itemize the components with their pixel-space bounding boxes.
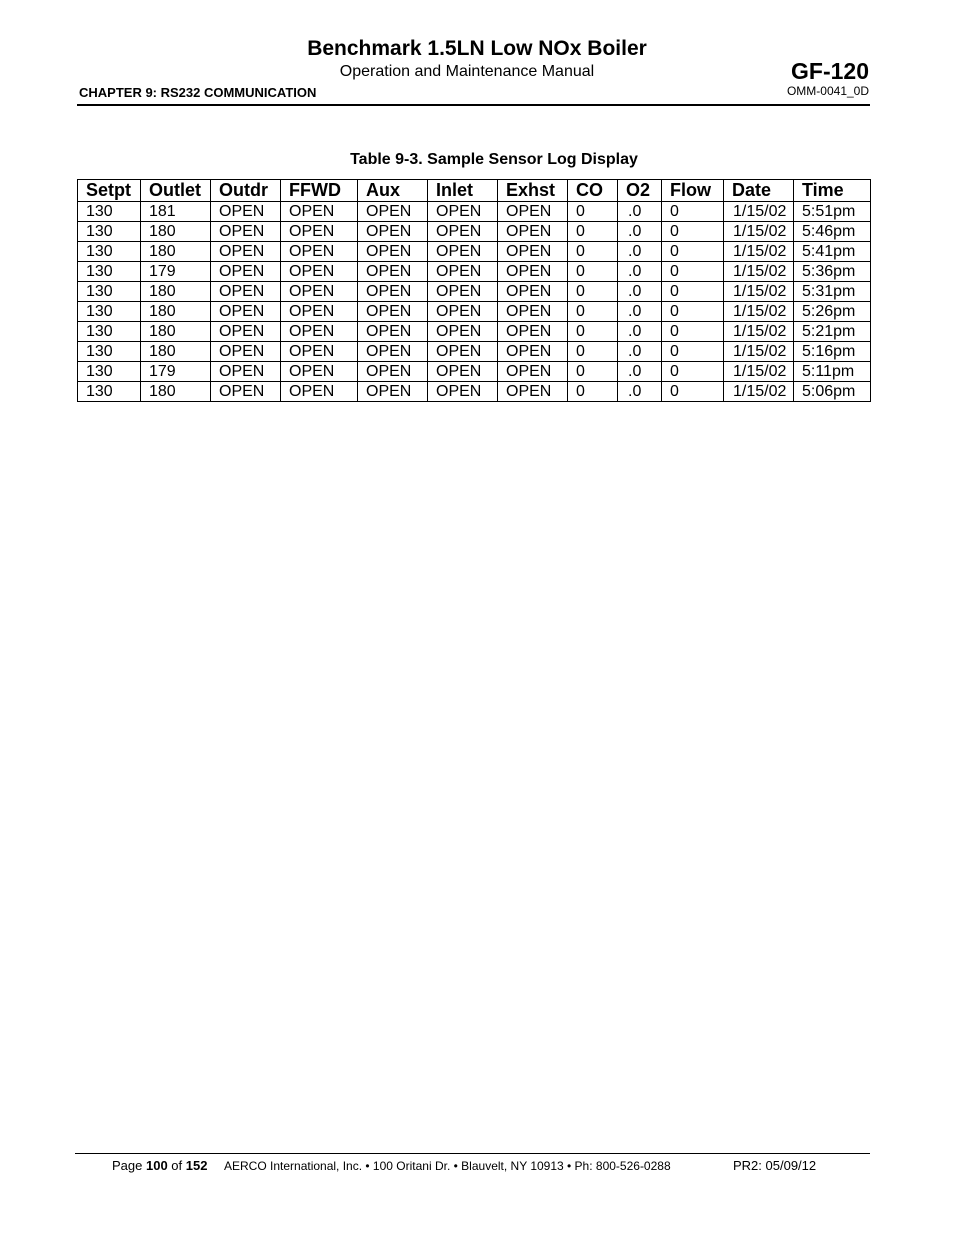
cell-outdr: OPEN	[211, 342, 281, 362]
cell-aux: OPEN	[358, 322, 428, 342]
column-header-date: Date	[724, 180, 794, 202]
cell-outdr: OPEN	[211, 222, 281, 242]
table-row	[78, 342, 871, 362]
cell-inlet: OPEN	[428, 342, 498, 362]
cell-ffwd: OPEN	[281, 282, 358, 302]
cell-ffwd: OPEN	[281, 302, 358, 322]
cell-inlet: OPEN	[428, 302, 498, 322]
cell-date: 1/15/02	[724, 342, 794, 362]
cell-inlet: OPEN	[428, 362, 498, 382]
cell-date: 1/15/02	[724, 382, 794, 402]
table-row	[78, 202, 871, 222]
cell-flow: 0	[662, 322, 724, 342]
cell-outlet: 179	[141, 262, 211, 282]
column-header-exhst: Exhst	[498, 180, 568, 202]
cell-exhst: OPEN	[498, 262, 568, 282]
table-row	[78, 322, 871, 342]
cell-outdr: OPEN	[211, 322, 281, 342]
cell-time: 5:36pm	[794, 262, 871, 282]
column-header-ffwd: FFWD	[281, 180, 358, 202]
table-header-row	[78, 180, 871, 202]
cell-date: 1/15/02	[724, 362, 794, 382]
cell-outlet: 179	[141, 362, 211, 382]
cell-date: 1/15/02	[724, 202, 794, 222]
cell-outdr: OPEN	[211, 382, 281, 402]
document-number: OMM-0041_0D	[786, 84, 869, 98]
cell-ffwd: OPEN	[281, 362, 358, 382]
cell-outlet: 181	[141, 202, 211, 222]
cell-outlet: 180	[141, 242, 211, 262]
cell-o2: .0	[618, 202, 662, 222]
cell-o2: .0	[618, 382, 662, 402]
cell-flow: 0	[662, 302, 724, 322]
cell-flow: 0	[662, 242, 724, 262]
table-row	[78, 242, 871, 262]
cell-exhst: OPEN	[498, 322, 568, 342]
cell-inlet: OPEN	[428, 222, 498, 242]
cell-aux: OPEN	[358, 382, 428, 402]
column-header-time: Time	[794, 180, 871, 202]
cell-ffwd: OPEN	[281, 242, 358, 262]
cell-aux: OPEN	[358, 202, 428, 222]
cell-time: 5:26pm	[794, 302, 871, 322]
cell-co: 0	[568, 382, 618, 402]
cell-co: 0	[568, 242, 618, 262]
table-caption: Table 9-3. Sample Sensor Log Display	[350, 151, 638, 168]
cell-co: 0	[568, 362, 618, 382]
cell-outdr: OPEN	[211, 282, 281, 302]
cell-aux: OPEN	[358, 222, 428, 242]
cell-time: 5:51pm	[794, 202, 871, 222]
cell-co: 0	[568, 302, 618, 322]
cell-time: 5:41pm	[794, 242, 871, 262]
cell-o2: .0	[618, 302, 662, 322]
cell-exhst: OPEN	[498, 342, 568, 362]
cell-o2: .0	[618, 262, 662, 282]
cell-exhst: OPEN	[498, 282, 568, 302]
cell-o2: .0	[618, 282, 662, 302]
cell-aux: OPEN	[358, 342, 428, 362]
cell-setpt: 130	[78, 362, 141, 382]
header-divider	[77, 104, 870, 106]
page-prefix: Page	[112, 1158, 146, 1173]
cell-setpt: 130	[78, 342, 141, 362]
cell-ffwd: OPEN	[281, 342, 358, 362]
cell-co: 0	[568, 322, 618, 342]
cell-exhst: OPEN	[498, 382, 568, 402]
cell-outlet: 180	[141, 302, 211, 322]
cell-exhst: OPEN	[498, 242, 568, 262]
page-total: 152	[185, 1158, 208, 1173]
column-header-setpt: Setpt	[78, 180, 141, 202]
cell-co: 0	[568, 222, 618, 242]
column-header-inlet: Inlet	[428, 180, 498, 202]
cell-flow: 0	[662, 342, 724, 362]
table-row	[78, 282, 871, 302]
company-address: AERCO International, Inc. • 100 Oritani Dr. • Blauvelt, NY 10913 • Ph: 800-526-0288	[224, 1159, 671, 1173]
column-header-outdr: Outdr	[211, 180, 281, 202]
cell-setpt: 130	[78, 262, 141, 282]
cell-ffwd: OPEN	[281, 262, 358, 282]
cell-outlet: 180	[141, 342, 211, 362]
cell-time: 5:21pm	[794, 322, 871, 342]
cell-time: 5:31pm	[794, 282, 871, 302]
cell-exhst: OPEN	[498, 202, 568, 222]
cell-outlet: 180	[141, 222, 211, 242]
cell-time: 5:46pm	[794, 222, 871, 242]
document-title: Benchmark 1.5LN Low NOx Boiler	[307, 37, 647, 60]
footer-divider	[75, 1153, 870, 1154]
cell-setpt: 130	[78, 242, 141, 262]
cell-date: 1/15/02	[724, 222, 794, 242]
cell-o2: .0	[618, 222, 662, 242]
cell-co: 0	[568, 202, 618, 222]
cell-outdr: OPEN	[211, 262, 281, 282]
cell-time: 5:11pm	[794, 362, 871, 382]
cell-flow: 0	[662, 362, 724, 382]
cell-date: 1/15/02	[724, 262, 794, 282]
cell-setpt: 130	[78, 382, 141, 402]
cell-flow: 0	[662, 262, 724, 282]
column-header-outlet: Outlet	[141, 180, 211, 202]
cell-aux: OPEN	[358, 302, 428, 322]
cell-aux: OPEN	[358, 262, 428, 282]
cell-inlet: OPEN	[428, 202, 498, 222]
column-header-co: CO	[568, 180, 618, 202]
cell-outdr: OPEN	[211, 242, 281, 262]
cell-flow: 0	[662, 222, 724, 242]
cell-outdr: OPEN	[211, 302, 281, 322]
cell-flow: 0	[662, 382, 724, 402]
cell-aux: OPEN	[358, 282, 428, 302]
revision-date: PR2: 05/09/12	[733, 1158, 817, 1173]
table-row	[78, 222, 871, 242]
document-subtitle: Operation and Maintenance Manual	[339, 63, 595, 80]
column-header-o2: O2	[618, 180, 662, 202]
page-current: 100	[145, 1158, 168, 1173]
cell-outlet: 180	[141, 382, 211, 402]
cell-outdr: OPEN	[211, 362, 281, 382]
cell-date: 1/15/02	[724, 282, 794, 302]
document-code: GF-120	[791, 58, 869, 84]
cell-inlet: OPEN	[428, 242, 498, 262]
sensor-log-table	[77, 179, 871, 402]
cell-time: 5:16pm	[794, 342, 871, 362]
cell-inlet: OPEN	[428, 322, 498, 342]
chapter-heading: CHAPTER 9: RS232 COMMUNICATION	[79, 85, 317, 100]
table-row	[78, 302, 871, 322]
cell-setpt: 130	[78, 302, 141, 322]
cell-aux: OPEN	[358, 242, 428, 262]
cell-o2: .0	[618, 362, 662, 382]
cell-exhst: OPEN	[498, 362, 568, 382]
cell-outlet: 180	[141, 322, 211, 342]
cell-o2: .0	[618, 242, 662, 262]
table-row	[78, 362, 871, 382]
table-row	[78, 382, 871, 402]
column-header-aux: Aux	[358, 180, 428, 202]
page-number	[112, 1158, 207, 1174]
cell-exhst: OPEN	[498, 302, 568, 322]
cell-date: 1/15/02	[724, 242, 794, 262]
cell-date: 1/15/02	[724, 322, 794, 342]
cell-flow: 0	[662, 282, 724, 302]
cell-aux: OPEN	[358, 362, 428, 382]
cell-date: 1/15/02	[724, 302, 794, 322]
column-header-flow: Flow	[662, 180, 724, 202]
page-of: of	[167, 1158, 186, 1173]
table-row	[78, 262, 871, 282]
cell-co: 0	[568, 262, 618, 282]
cell-setpt: 130	[78, 202, 141, 222]
cell-ffwd: OPEN	[281, 322, 358, 342]
cell-co: 0	[568, 342, 618, 362]
cell-outdr: OPEN	[211, 202, 281, 222]
cell-exhst: OPEN	[498, 222, 568, 242]
cell-time: 5:06pm	[794, 382, 871, 402]
cell-ffwd: OPEN	[281, 222, 358, 242]
cell-flow: 0	[662, 202, 724, 222]
cell-inlet: OPEN	[428, 282, 498, 302]
cell-ffwd: OPEN	[281, 202, 358, 222]
cell-o2: .0	[618, 322, 662, 342]
cell-setpt: 130	[78, 322, 141, 342]
cell-setpt: 130	[78, 282, 141, 302]
cell-co: 0	[568, 282, 618, 302]
cell-ffwd: OPEN	[281, 382, 358, 402]
cell-o2: .0	[618, 342, 662, 362]
cell-setpt: 130	[78, 222, 141, 242]
cell-inlet: OPEN	[428, 262, 498, 282]
cell-outlet: 180	[141, 282, 211, 302]
table-body	[78, 202, 871, 402]
cell-inlet: OPEN	[428, 382, 498, 402]
